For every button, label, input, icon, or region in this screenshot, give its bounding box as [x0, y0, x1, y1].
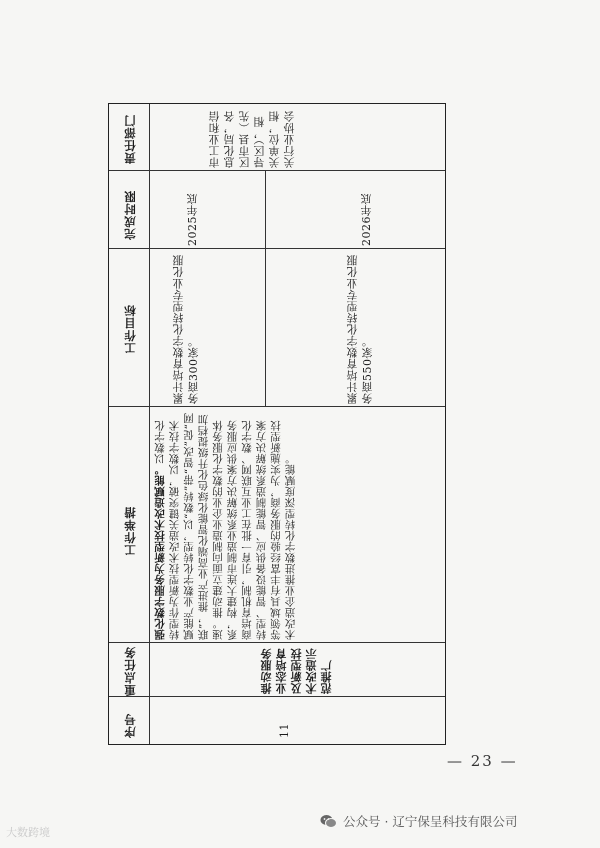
header-dept: 责任部门 [123, 114, 137, 164]
rotated-task-table [108, 103, 446, 745]
watermark-right [320, 812, 517, 830]
header-measures: 工作举措 [123, 506, 137, 556]
watermark-left: 大数跨境 [6, 826, 50, 839]
measures-title: 强化数字服务为新型技术改造赋能。 [154, 464, 166, 640]
cell-seq: 11 [278, 723, 291, 738]
header-task: 重点任务 [123, 646, 137, 696]
header-row-divider [149, 104, 150, 744]
cell-goal-2025: 累计培育数字化转型专业化服务商300家。 [172, 254, 200, 404]
watermark-right-text: 公众号 · 辽宁保呈科技有限公司 [343, 814, 518, 829]
header-seq: 序号 [123, 713, 137, 738]
subrow-divider [265, 170, 266, 406]
cell-goal-2026: 累计培育数字化转型专业化服务商550家。 [346, 254, 374, 404]
cell-dept: 市工业和信息化局，各区市县（先导区），相关单位，相关行业协会 [208, 110, 296, 168]
cell-deadline-2025: 2025年底 [186, 193, 199, 246]
header-deadline: 完成时限 [123, 190, 137, 240]
wechat-icon [320, 814, 337, 829]
header-goal: 工作目标 [123, 304, 137, 354]
page-number: — 23 — [447, 752, 518, 770]
cell-task: 推动服务业态培育及新型技术改造示范推广 [260, 648, 333, 694]
column-divider [109, 642, 445, 643]
cell-measures [153, 410, 403, 640]
cell-deadline-2026: 2026年底 [360, 193, 373, 246]
column-divider [109, 170, 445, 171]
column-divider [109, 406, 445, 407]
measures-body: 以数字化转型作为新型技术改造关键突破，以数字技术赋能产业数字化转型，以“数转”带“智改”促“网联”，推进产业高端化智能化绿色化升级提档加速。推动建立面向制造业企业的数字化服务体系，构建大连市制造业系统解决方案供应服务商培育机制，引育一批在工业互联网、数字化转型、智能设备供应、智能制造系统解决方案等领域具有丰富经验的服务商，为实施新型技术改造企业推进数字化转型深度赋能。 [154, 412, 297, 640]
column-divider [109, 696, 445, 697]
column-divider [109, 248, 445, 249]
